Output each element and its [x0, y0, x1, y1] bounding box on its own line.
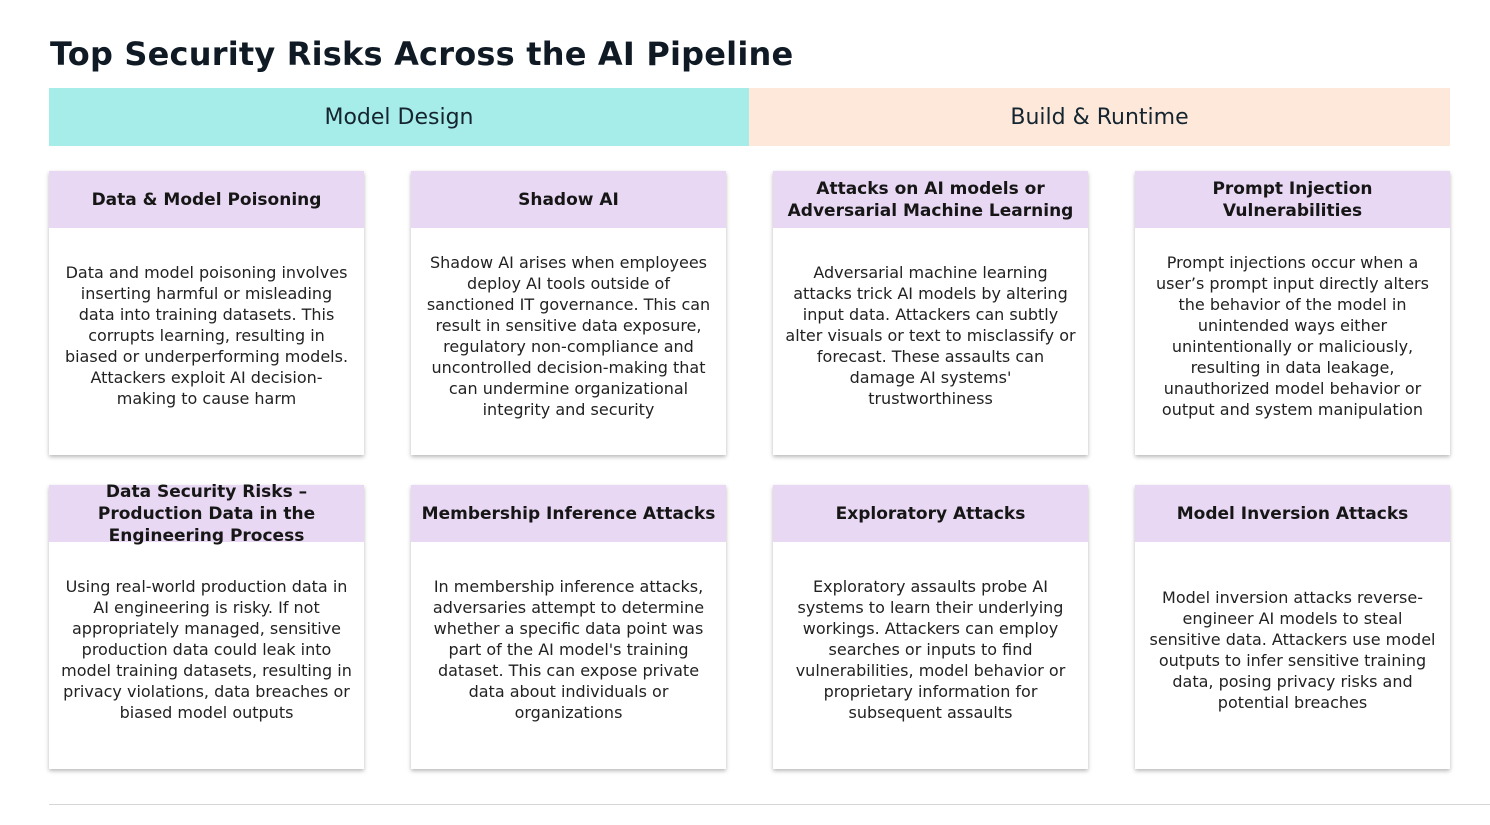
phase-model-design: Model Design	[49, 88, 749, 146]
risk-card-adversarial-ml	[773, 171, 1088, 455]
risk-card-description: Adversarial machine learning attacks trick AI models by altering input data. Attackers can subtly alter visuals or text to misclassify or forecast. These assaults can damage AI systems' trustworthiness	[785, 263, 1076, 408]
page-title: Top Security Risks Across the AI Pipeline	[50, 35, 794, 74]
risk-card-description: In membership inference attacks, adversaries attempt to determine whether a specific data point was part of the AI model's training dataset. This can expose private data about individuals or organizations	[432, 577, 705, 722]
risk-card-title: Membership Inference Attacks	[411, 485, 726, 542]
risk-card-membership-inference	[411, 485, 726, 769]
risk-card-description: Shadow AI arises when employees deploy AI tools outside of sanctioned IT governance. This can result in sensitive data exposure, regulatory non-compliance and uncontrolled decision-making that can undermine organizational integrity and security	[426, 252, 711, 419]
risk-card-shadow-ai	[411, 171, 726, 455]
risk-card-title: Shadow AI	[411, 171, 726, 228]
pipeline-phases	[49, 88, 1450, 146]
risk-card-description: Prompt injections occur when a user’s prompt input directly alters the behavior of the model in unintended ways either unintentionally or maliciously, resulting in data leakage, unauthorized model behavior or output and system manipulation	[1156, 252, 1429, 419]
risk-card-title: Model Inversion Attacks	[1135, 485, 1450, 542]
risk-card-exploratory-attacks	[773, 485, 1088, 769]
risk-card-prompt-injection	[1135, 171, 1450, 455]
risk-card-title: Attacks on AI models or Adversarial Machine Learning	[773, 171, 1088, 228]
phase-build-runtime: Build & Runtime	[749, 88, 1450, 146]
risk-card-description: Exploratory assaults probe AI systems to learn their underlying workings. Attackers can employ searches or inputs to find vulnerabilities, model behavior or proprietary information for subsequent assaults	[795, 577, 1066, 722]
risk-card-description: Model inversion attacks reverse-engineer AI models to steal sensitive data. Attackers use model outputs to infer sensitive training data, posing privacy risks and potential breaches	[1149, 587, 1436, 712]
risk-cards-grid	[49, 171, 1450, 769]
risk-card-description: Using real-world production data in AI engineering is risky. If not appropriately managed, sensitive production data could leak into model training datasets, resulting in privacy violations, data breaches or biased model outputs	[61, 577, 352, 722]
risk-card-title: Data & Model Poisoning	[49, 171, 364, 228]
risk-card-title: Prompt Injection Vulnerabilities	[1135, 171, 1450, 228]
bottom-divider	[49, 804, 1490, 805]
risk-card-production-data	[49, 481, 364, 769]
risk-card-description: Data and model poisoning involves inserting harmful or misleading data into training datasets. This corrupts learning, resulting in biased or underperforming models. Attackers exploit AI decision-making to cause harm	[64, 263, 349, 408]
risk-card-model-inversion	[1135, 485, 1450, 769]
risk-card-title: Data Security Risks – Production Data in the Engineering Process	[49, 485, 364, 542]
risk-card-title: Exploratory Attacks	[773, 485, 1088, 542]
risk-card-data-model-poisoning	[49, 171, 364, 455]
